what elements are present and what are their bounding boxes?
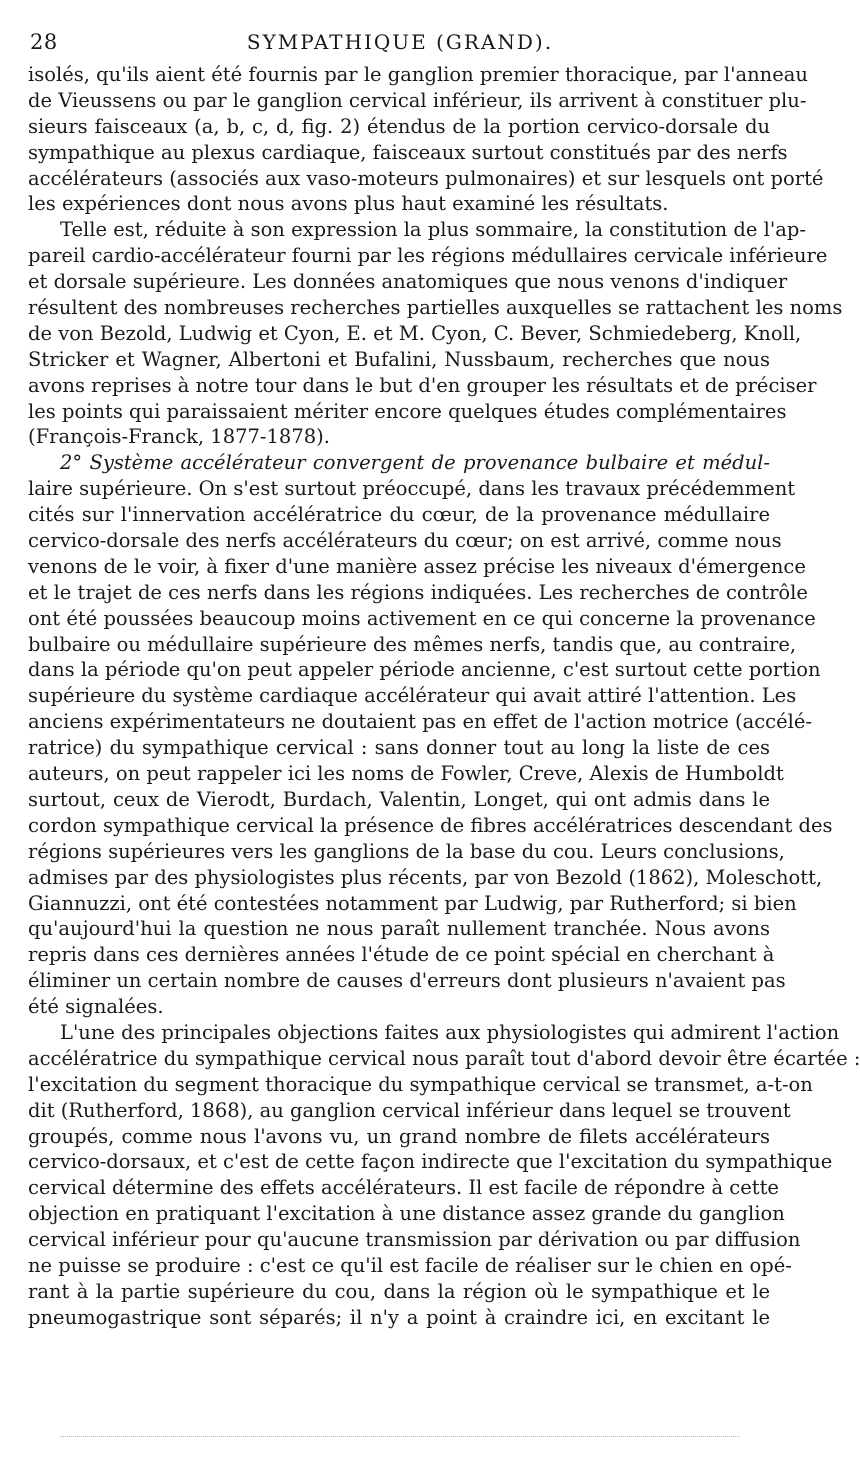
footer-divider (60, 1436, 740, 1437)
text-line: l'excitation du segment thoracique du sympathique cervical se transmet, a-t-on (28, 1072, 813, 1096)
text-line: bulbaire ou médullaire supérieure des mêmes nerfs, tandis que, au contraire, (28, 632, 797, 656)
text-line: été signalées. (28, 995, 164, 1019)
text-line: Stricker et Wagner, Albertoni et Bufalini, Nussbaum, recherches que nous (28, 347, 770, 371)
text-line: cordon sympathique cervical la présence de fibres accélératrices descendant des (28, 813, 833, 837)
text-line: qu'aujourd'hui la question ne nous paraît nullement tranchée. Nous avons (28, 917, 770, 941)
running-title: SYMPATHIQUE (GRAND). (246, 30, 554, 54)
text-line: les points qui paraissaient mériter encore quelques études complémentaires (28, 399, 787, 423)
text-line: ratrice) du sympathique cervical : sans donner tout au long la liste de ces (28, 736, 770, 760)
text-line: cervico-dorsale des nerfs accélérateurs du cœur; on est arrivé, comme nous (28, 529, 782, 553)
text-line: sympathique au plexus cardiaque, faisceaux surtout constitués par des nerfs (28, 140, 788, 164)
section-heading-line: 2° Système accélérateur convergent de provenance bulbaire et médul- (60, 451, 770, 475)
page-header (30, 30, 770, 56)
text-line: de von Bezold, Ludwig et Cyon, E. et M. Cyon, C. Bever, Schmiedeberg, Knoll, (28, 321, 802, 345)
text-line: résultent des nombreuses recherches partielles auxquelles se rattachent les noms (28, 296, 843, 320)
text-line: isolés, qu'ils aient été fournis par le ganglion premier thoracique, par l'anneau (28, 63, 808, 86)
text-line: sieurs faisceaux (a, b, c, d, fig. 2) étendus de la portion cervico-dorsale du (28, 114, 770, 138)
text-line: et le trajet de ces nerfs dans les régions indiquées. Les recherches de contrôle (28, 580, 808, 604)
text-line: Telle est, réduite à son expression la plus sommaire, la constitution de l'ap- (60, 218, 806, 242)
body-text (28, 62, 860, 1331)
text-line: venons de le voir, à fixer d'une manière assez précise les niveaux d'émergence (28, 554, 806, 578)
text-line: (François-Franck, 1877-1878). (28, 425, 330, 449)
text-line: dit (Rutherford, 1868), au ganglion cervical inférieur dans lequel se trouvent (28, 1098, 791, 1122)
text-line: ont été poussées beaucoup moins activement en ce qui concerne la provenance (28, 606, 816, 630)
text-line: cervico-dorsaux, et c'est de cette façon indirecte que l'excitation du sympathique (28, 1150, 833, 1174)
text-line: groupés, comme nous l'avons vu, un grand nombre de filets accélérateurs (28, 1124, 770, 1148)
text-line: rant à la partie supérieure du cou, dans la région où le sympathique et le (28, 1279, 770, 1303)
page-number: 28 (30, 30, 58, 54)
text-line: objection en pratiquant l'excitation à une distance assez grande du ganglion (28, 1202, 785, 1226)
text-line: supérieure du système cardiaque accélérateur qui avait attiré l'attention. Les (28, 684, 797, 708)
text-line: laire supérieure. On s'est surtout préoccupé, dans les travaux précédemment (28, 477, 796, 501)
text-line: régions supérieures vers les ganglions de la base du cou. Leurs conclusions, (28, 839, 785, 863)
text-line: cervical inférieur pour qu'aucune transmission par dérivation ou par diffusion (28, 1228, 801, 1252)
text-line: de Vieussens ou par le ganglion cervical inférieur, ils arrivent à constituer plu- (28, 88, 807, 112)
text-line: auteurs, on peut rappeler ici les noms de Fowler, Creve, Alexis de Humboldt (28, 762, 784, 786)
text-line: admises par des physiologistes plus récents, par von Bezold (1862), Moleschott, (28, 865, 823, 889)
text-line: pareil cardio-accélérateur fourni par les régions médullaires cervicale inférieure (28, 244, 828, 268)
text-line: avons reprises à notre tour dans le but d'en grouper les résultats et de préciser (28, 373, 817, 397)
text-line: éliminer un certain nombre de causes d'erreurs dont plusieurs n'avaient pas (28, 969, 786, 993)
text-line: L'une des principales objections faites aux physiologistes qui admirent l'action (60, 1020, 840, 1044)
text-line: et dorsale supérieure. Les données anatomiques que nous venons d'indiquer (28, 270, 788, 294)
text-line: cités sur l'innervation accélératrice du cœur, de la provenance médullaire (28, 503, 770, 527)
text-line: Giannuzzi, ont été contestées notamment par Ludwig, par Rutherford; si bien (28, 891, 797, 915)
text-line: accélératrice du sympathique cervical nous paraît tout d'abord devoir être écartée : (28, 1046, 860, 1070)
text-line: repris dans ces dernières années l'étude de ce point spécial en cherchant à (28, 943, 775, 967)
text-line: anciens expérimentateurs ne doutaient pas en effet de l'action motrice (accélé- (28, 710, 812, 734)
text-line: ne puisse se produire : c'est ce qu'il est facile de réaliser sur le chien en opé- (28, 1253, 792, 1277)
text-line: cervical détermine des effets accélérateurs. Il est facile de répondre à cette (28, 1176, 779, 1200)
text-line: accélérateurs (associés aux vaso-moteurs pulmonaires) et sur lesquels ont porté (28, 166, 824, 190)
text-line: dans la période qu'on peut appeler période ancienne, c'est surtout cette portion (28, 658, 821, 682)
text-line: surtout, ceux de Vierodt, Burdach, Valentin, Longet, qui ont admis dans le (28, 787, 770, 811)
text-line: pneumogastrique sont séparés; il n'y a point à craindre ici, en excitant le (28, 1305, 770, 1329)
text-line: les expériences dont nous avons plus haut examiné les résultats. (28, 192, 669, 216)
